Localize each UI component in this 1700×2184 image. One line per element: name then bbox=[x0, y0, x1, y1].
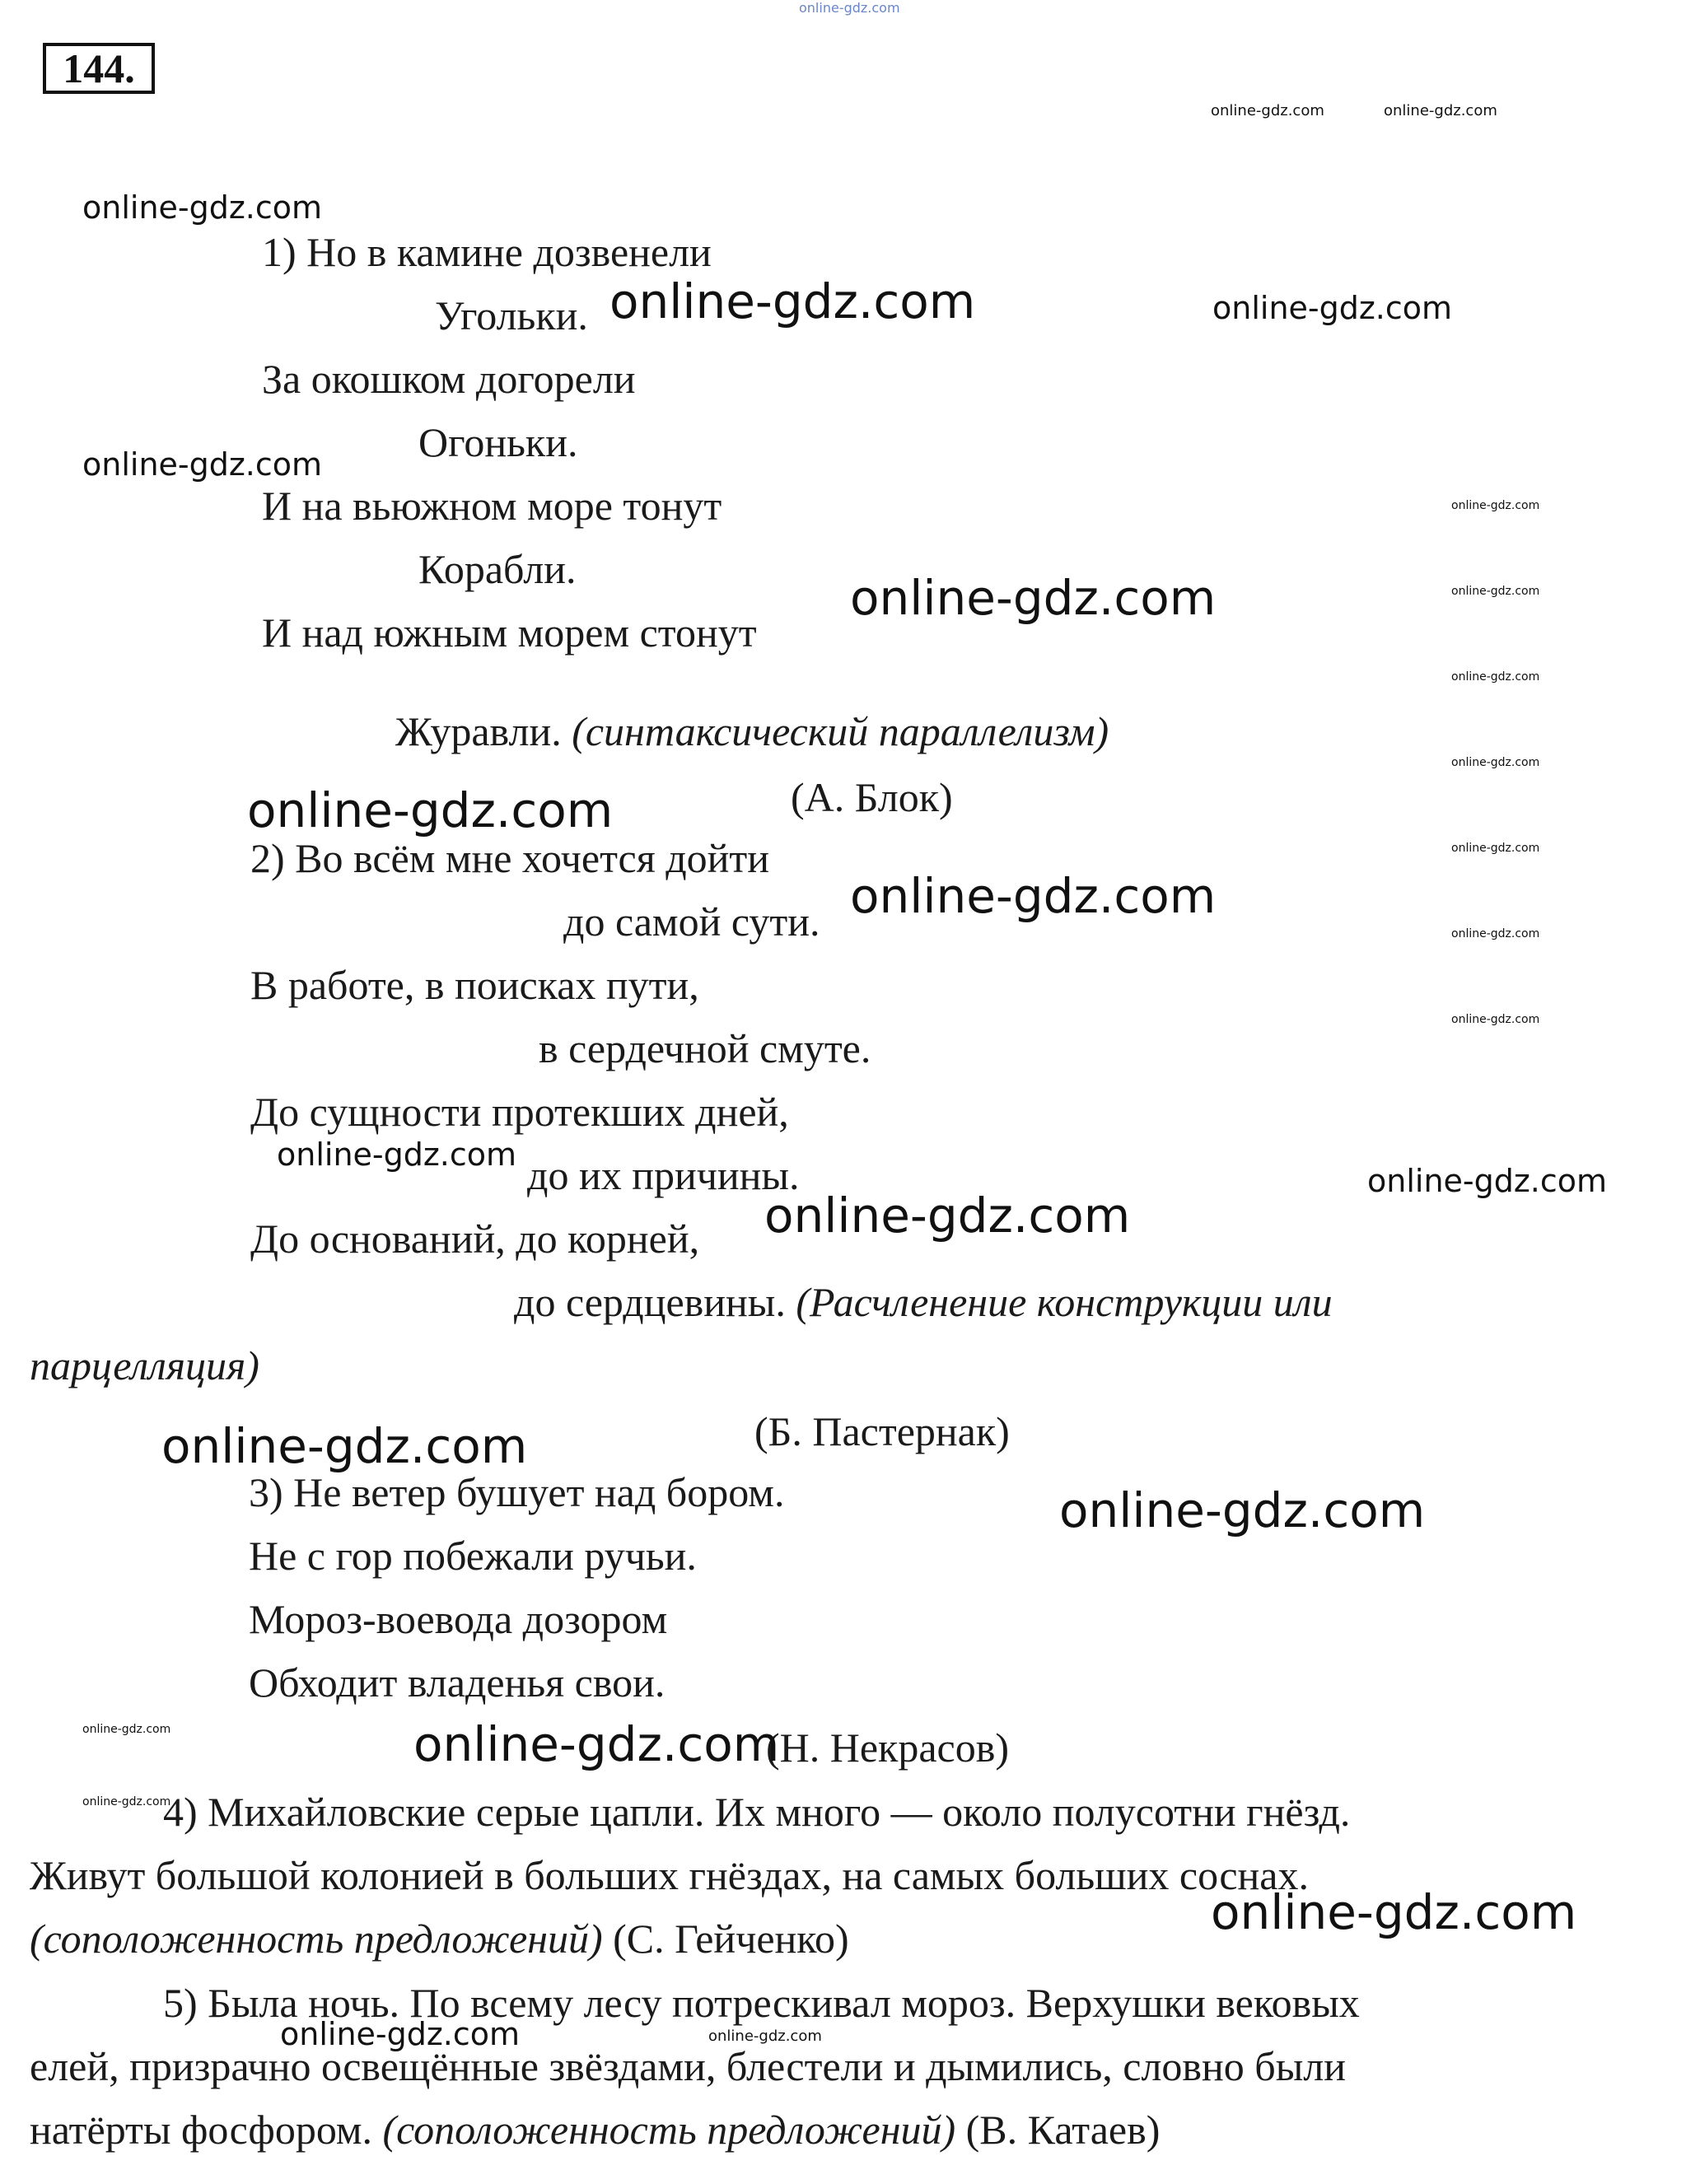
poem2-line8 bbox=[514, 1277, 1333, 1327]
watermark: online-gdz.com bbox=[1212, 290, 1453, 326]
watermark: online-gdz.com bbox=[1211, 1884, 1577, 1940]
poem1-line4: Огоньки. bbox=[418, 419, 578, 465]
poem1-note: (синтаксический параллелизм) bbox=[572, 708, 1109, 754]
poem1-line8-text: Журавли. bbox=[395, 708, 562, 754]
poem1-line7: И над южным морем стонут bbox=[262, 609, 757, 656]
poem1-line2: Угольки. bbox=[435, 292, 588, 338]
poem2-line4: в сердечной смуте. bbox=[539, 1025, 871, 1071]
poem3-line3: Мороз-воевода дозором bbox=[249, 1596, 668, 1642]
poem3-line1: 3) Не ветер бушует над бором. bbox=[249, 1469, 785, 1515]
watermark: online-gdz.com bbox=[1451, 499, 1540, 512]
watermark: online-gdz.com bbox=[1451, 842, 1540, 855]
prose4-line1: 4) Михайловские серые цапли. Их много — около полусотни гнёзд. bbox=[163, 1789, 1351, 1835]
watermark: online-gdz.com bbox=[1384, 102, 1497, 119]
watermark: online-gdz.com bbox=[850, 868, 1217, 924]
poem2-line1: 2) Во всём мне хочется дойти bbox=[250, 835, 770, 881]
watermark: online-gdz.com bbox=[1451, 670, 1540, 684]
prose4-author: (С. Гейченко) bbox=[613, 1916, 849, 1962]
watermark: online-gdz.com bbox=[277, 1136, 517, 1173]
watermark: online-gdz.com bbox=[82, 1795, 171, 1808]
exercise-number: 144. bbox=[43, 43, 155, 94]
watermark: online-gdz.com bbox=[82, 446, 323, 483]
poem3-author: (Н. Некрасов) bbox=[766, 1724, 1009, 1771]
watermark: online-gdz.com bbox=[82, 189, 323, 226]
prose5-line1: 5) Была ночь. По всему лесу потрескивал мороз. Верхушки вековых bbox=[163, 1980, 1360, 2026]
watermark: online-gdz.com bbox=[161, 1418, 528, 1474]
poem2-line7: До оснований, до корней, bbox=[250, 1216, 700, 1262]
poem2-note-a: (Расчленение конструкции или bbox=[796, 1279, 1333, 1325]
poem2-line3: В работе, в поисках пути, bbox=[250, 962, 699, 1008]
prose5-line3-text: натёрты фосфором. bbox=[30, 2107, 373, 2153]
poem1-author: (А. Блок) bbox=[791, 774, 953, 820]
watermark: online-gdz.com bbox=[799, 0, 900, 16]
poem2-note-b: парцелляция) bbox=[30, 1342, 259, 1388]
poem2-line8-text: до сердцевины. bbox=[514, 1279, 786, 1325]
watermark: online-gdz.com bbox=[609, 273, 976, 329]
watermark: online-gdz.com bbox=[1211, 102, 1324, 119]
poem1-line1: 1) Но в камине дозвенели bbox=[262, 229, 712, 275]
watermark: online-gdz.com bbox=[1367, 1163, 1608, 1199]
poem2-author: (Б. Пастернак) bbox=[754, 1408, 1010, 1454]
prose5-line3 bbox=[30, 2105, 1160, 2154]
watermark: online-gdz.com bbox=[1451, 756, 1540, 769]
watermark: online-gdz.com bbox=[850, 570, 1217, 626]
poem2-line5: До сущности протекших дней, bbox=[250, 1089, 789, 1135]
poem2-line2: до самой сути. bbox=[563, 898, 820, 945]
prose5-line2: елей, призрачно освещённые звёздами, блестели и дымились, словно были bbox=[30, 2043, 1346, 2089]
poem1-line6: Корабли. bbox=[418, 546, 577, 592]
watermark: online-gdz.com bbox=[1059, 1482, 1426, 1538]
poem1-line3: За окошком догорели bbox=[262, 356, 636, 402]
prose5-author: (В. Катаев) bbox=[965, 2107, 1161, 2153]
watermark: online-gdz.com bbox=[247, 782, 614, 838]
watermark: online-gdz.com bbox=[1451, 927, 1540, 940]
prose4-line3 bbox=[30, 1914, 849, 1963]
watermark: online-gdz.com bbox=[1451, 585, 1540, 598]
poem1-line8 bbox=[395, 707, 1109, 756]
watermark: online-gdz.com bbox=[82, 1723, 171, 1736]
prose5-note: (соположенность предложений) bbox=[382, 2107, 956, 2153]
prose4-line2: Живут большой колонией в больших гнёздах, на самых больших соснах. bbox=[30, 1852, 1310, 1898]
watermark: online-gdz.com bbox=[280, 2016, 521, 2052]
poem1-line5: И на вьюжном море тонут bbox=[262, 483, 722, 529]
poem3-line2: Не с гор побежали ручьи. bbox=[249, 1533, 697, 1579]
watermark: online-gdz.com bbox=[413, 1716, 780, 1772]
watermark: online-gdz.com bbox=[764, 1188, 1131, 1244]
watermark: online-gdz.com bbox=[708, 2028, 822, 2045]
poem3-line4: Обходит владенья свои. bbox=[249, 1659, 666, 1706]
watermark: online-gdz.com bbox=[1451, 1013, 1540, 1026]
poem2-line6: до их причины. bbox=[527, 1152, 800, 1198]
prose4-note: (соположенность предложений) bbox=[30, 1916, 603, 1962]
